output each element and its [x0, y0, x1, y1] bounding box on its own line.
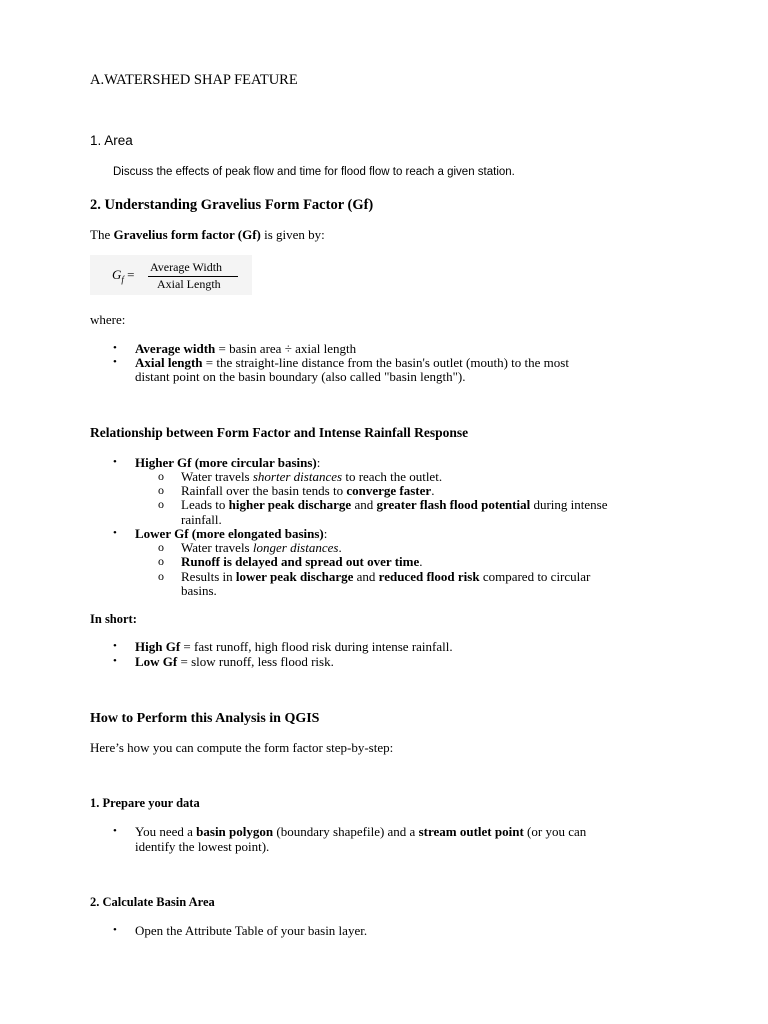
- qgis-heading: How to Perform this Analysis in QGIS: [90, 711, 320, 726]
- in-short-low-gf: Low Gf = slow runoff, less flood risk.: [135, 654, 334, 669]
- circle-bullet-icon: o: [158, 540, 164, 554]
- list-item-average-width: Average width = basin area ÷ axial length: [135, 341, 357, 356]
- list-item-axial-length-cont: distant point on the basin boundary (also called "basin length").: [135, 369, 466, 384]
- section-gf-heading: 2. Understanding Gravelius Form Factor (Gf): [90, 197, 374, 213]
- bullet-icon: •: [113, 456, 117, 468]
- formula-denominator: Axial Length: [157, 277, 221, 291]
- circle-bullet-icon: o: [158, 569, 164, 583]
- lower-gf-item: Lower Gf (more elongated basins):: [135, 526, 328, 541]
- lower-gf-sub-1: Water travels longer distances.: [181, 540, 342, 555]
- formula-numerator: Average Width: [150, 260, 223, 274]
- circle-bullet-icon: o: [158, 497, 164, 511]
- list-item-axial-length: Axial length = the straight-line distance from the basin's outlet (mouth) to the most: [135, 355, 569, 370]
- step2-bullet: Open the Attribute Table of your basin layer.: [135, 923, 368, 938]
- where-label: where:: [90, 312, 126, 327]
- bullet-icon: •: [113, 655, 117, 667]
- circle-bullet-icon: o: [158, 483, 164, 497]
- bullet-icon: •: [113, 527, 117, 539]
- lower-gf-sub-3: Results in lower peak discharge and reduced flood risk compared to circular: [181, 569, 591, 584]
- higher-gf-sub-1: Water travels shorter distances to reach the outlet.: [181, 469, 443, 484]
- bullet-icon: •: [113, 924, 117, 936]
- bullet-icon: •: [113, 640, 117, 652]
- section-area-text: Discuss the effects of peak flow and time for flood flow to reach a given station.: [113, 166, 515, 178]
- bullet-icon: •: [113, 825, 117, 837]
- bullet-icon: •: [113, 356, 117, 368]
- document-title: A.WATERSHED SHAP FEATURE: [90, 72, 298, 88]
- higher-gf-sub-2: Rainfall over the basin tends to converge faster.: [181, 483, 435, 498]
- step1-bullet: You need a basin polygon (boundary shapefile) and a stream outlet point (or you can: [135, 824, 587, 839]
- qgis-intro: Here’s how you can compute the form factor step-by-step:: [90, 740, 394, 755]
- gf-formula: [90, 255, 252, 295]
- step1-bullet-cont: identify the lowest point).: [135, 839, 270, 854]
- relationship-heading: Relationship between Form Factor and Intense Rainfall Response: [90, 425, 469, 440]
- gf-intro: The Gravelius form factor (Gf) is given by:: [90, 227, 325, 242]
- higher-gf-item: Higher Gf (more circular basins):: [135, 455, 321, 470]
- in-short-high-gf: High Gf = fast runoff, high flood risk during intense rainfall.: [135, 639, 453, 654]
- circle-bullet-icon: o: [158, 469, 164, 483]
- lower-gf-sub-2: Runoff is delayed and spread out over time.: [181, 554, 423, 569]
- higher-gf-sub-3-cont: rainfall.: [181, 512, 222, 527]
- bullet-icon: •: [113, 342, 117, 354]
- higher-gf-sub-3: Leads to higher peak discharge and greater flash flood potential during intense: [181, 497, 608, 512]
- step1-heading: 1. Prepare your data: [90, 796, 200, 810]
- section-area-heading: 1. Area: [90, 133, 133, 148]
- step2-heading: 2. Calculate Basin Area: [90, 895, 215, 909]
- in-short-heading: In short:: [90, 612, 137, 626]
- formula-lhs: $G_f$ =: [112, 267, 135, 285]
- lower-gf-sub-3-cont: basins.: [181, 583, 217, 598]
- circle-bullet-icon: o: [158, 554, 164, 568]
